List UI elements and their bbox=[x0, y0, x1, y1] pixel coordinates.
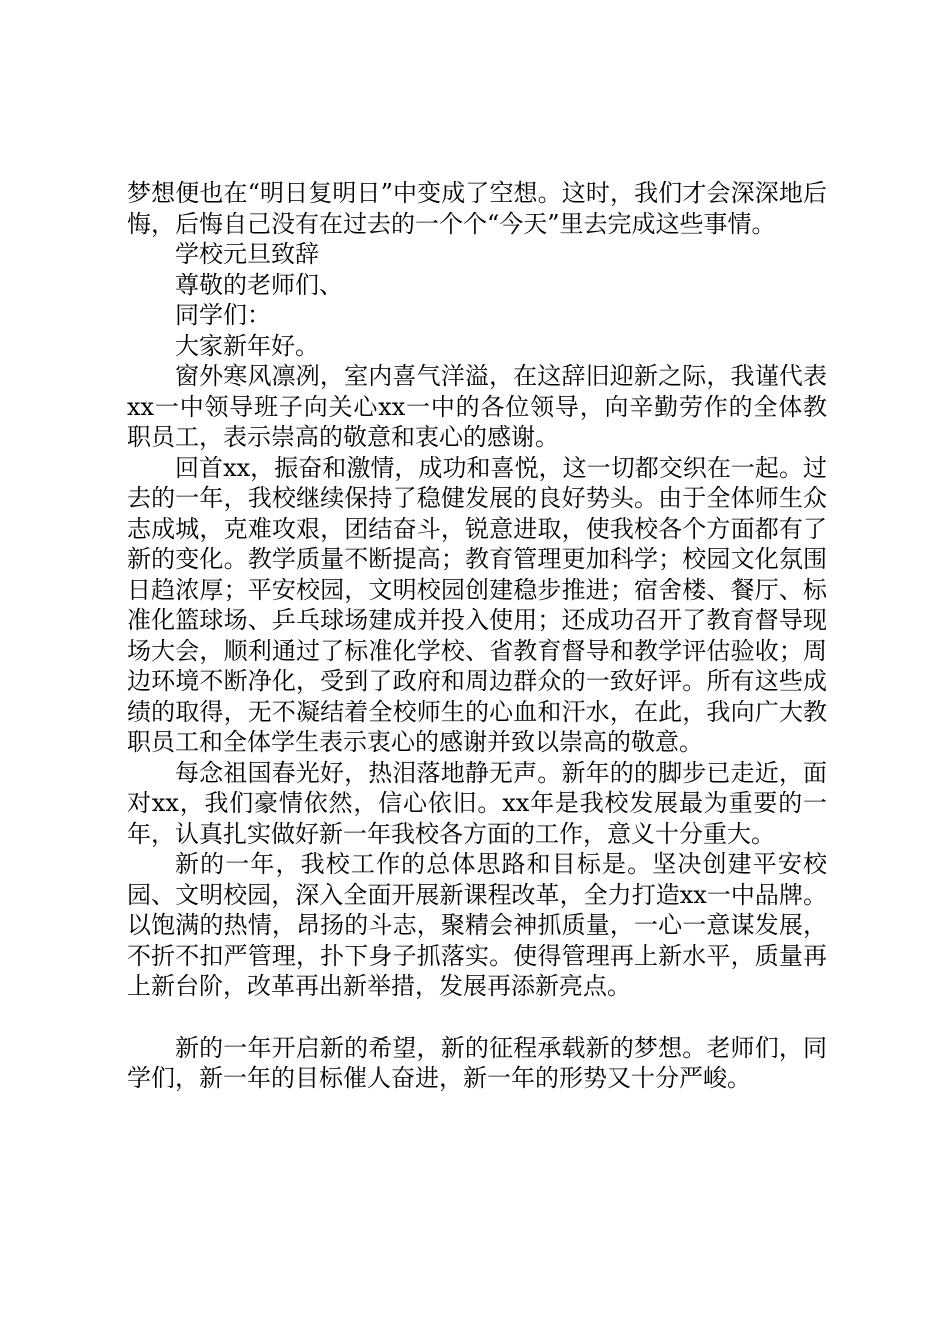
paragraph-thanks: 窗外寒风凛冽，室内喜气洋溢，在这辞旧迎新之际，我谨代表xx一中领导班子向关心xx一中的各位领导，向辛勤劳作的全体教职员工，表示崇高的敬意和衷心的感谢。 bbox=[127, 362, 827, 451]
speech-title: 学校元旦致辞 bbox=[175, 240, 319, 268]
paragraph-hope: 新的一年开启新的希望，新的征程承载新的梦想。老师们，同学们，新一年的目标催人奋进，新一年的形势又十分严峻。 bbox=[127, 1033, 827, 1092]
paragraph-continuation: 梦想便也在“明日复明日”中变成了空想。这时，我们才会深深地后悔，后悔自己没有在过去的一个个“今天”里去完成这些事情。 bbox=[127, 179, 827, 238]
greeting: 大家新年好。 bbox=[175, 331, 319, 360]
paragraph-review: 回首xx，振奋和激情，成功和喜悦，这一切都交织在一起。过去的一年，我校继续保持了稳健发展的良好势头。由于全体师生众志成城，克难攻艰，团结奋斗，锐意进取，使我校各个方面都有了新的变化。教学质量不断提高；教育管理更加科学；校园文化氛围日趋浓厚；平安校园，文明校园创建稳步推进；宿舍楼、餐厅、标准化篮球场、乒乓球场建成并投入使用；还成功召开了教育督导现场大会，顺利通过了标准化学校、省教育督导和教学评估验收；周边环境不断净化，受到了政府和周边群众的一致好评。所有这些成绩的取得，无不凝结着全校师生的心血和汗水，在此，我向广大教职员工和全体学生表示衷心的感谢并致以崇高的敬意。 bbox=[127, 453, 827, 756]
paragraph-new-year: 每念祖国春光好，热泪落地静无声。新年的的脚步已走近，面对xx，我们豪情依然，信心依旧。xx年是我校发展最为重要的一年，认真扎实做好新一年我校各方面的工作，意义十分重大。 bbox=[127, 758, 827, 848]
salutation-students: 同学们： bbox=[175, 301, 271, 329]
salutation-teachers: 尊敬的老师们、 bbox=[175, 270, 343, 299]
paragraph-goals: 新的一年，我校工作的总体思路和目标是。坚决创建平安校园、文明校园，深入全面开展新课程改革，全力打造xx一中品牌。以饱满的热情，昂扬的斗志，聚精会神抓质量，一心一意谋发展，不折不扣严管理，扑下身子抓落实。使得管理再上新水平，质量再上新台阶，改革再出新举措，发展再添新亮点。 bbox=[127, 850, 827, 1000]
document-page bbox=[127, 178, 827, 1094]
paragraph-spacer bbox=[127, 1002, 827, 1033]
